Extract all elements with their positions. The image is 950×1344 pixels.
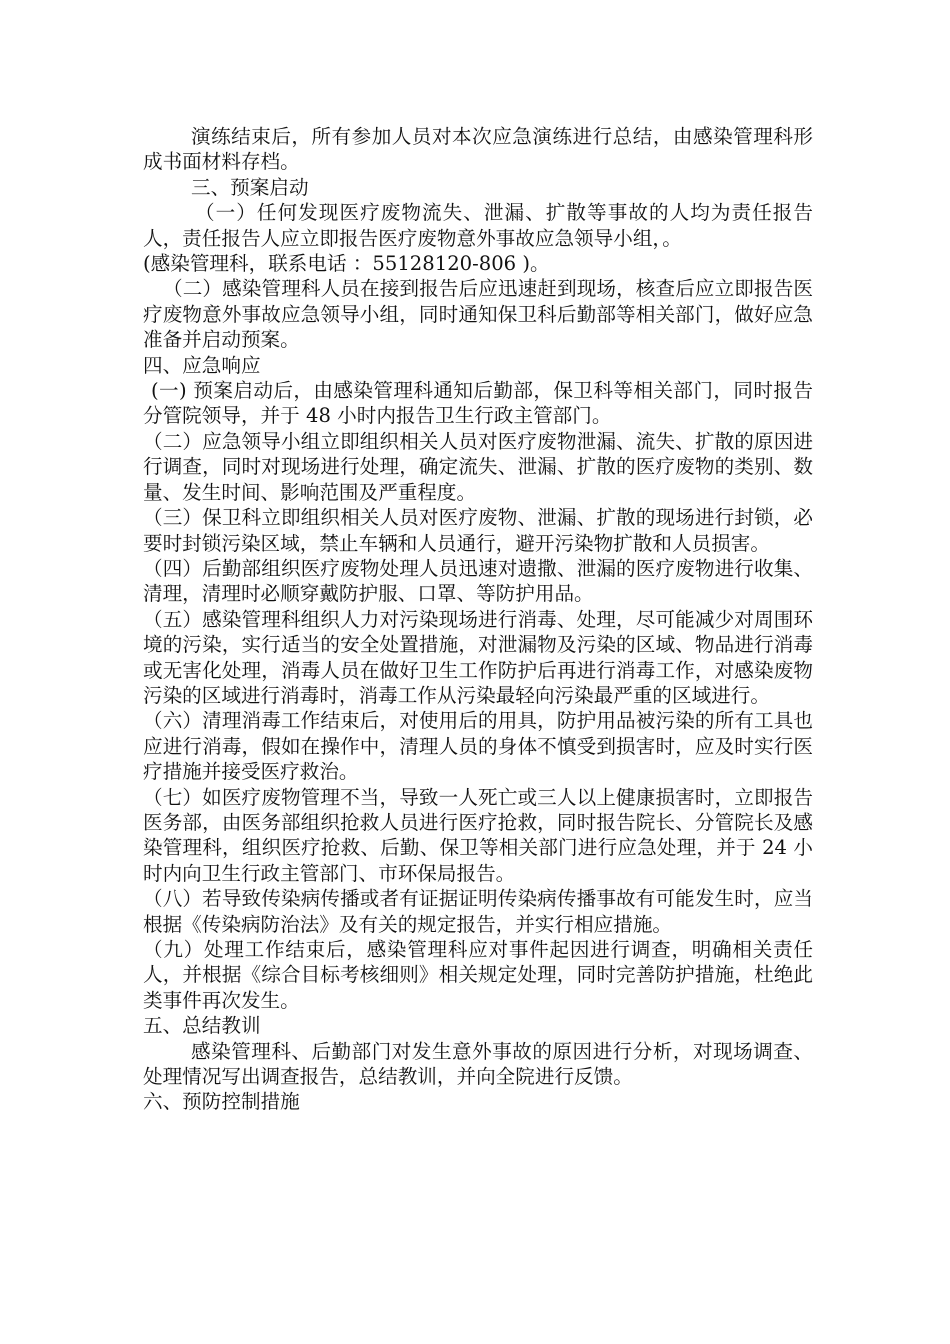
paragraph-response-2: （二）应急领导小组立即组织相关人员对医疗废物泄漏、流失、扩散的原因进行调查，同时对现场进行处理，确定流失、泄漏、扩散的医疗废物的类别、数量、发生时间、影响范围及严重程度。 [143, 429, 813, 504]
paragraph-activation-1: （一）任何发现医疗废物流失、泄漏、扩散等事故的人均为责任报告人，责任报告人应立即报告医疗废物意外事故应急领导小组，。 [143, 201, 813, 250]
paragraph-response-8: （八）若导致传染病传播或者有证据证明传染病传播事故有可能发生时，应当根据《传染病防治法》及有关的规定报告，并实行相应措施。 [143, 887, 813, 936]
paragraph-activation-2: （二）感染管理科人员在接到报告后应迅速赶到现场，核查后应立即报告医疗废物意外事故应急领导小组，同时通知保卫科后勤部等相关部门，做好应急准备并启动预案。 [143, 277, 813, 352]
paragraph-response-1: (一) 预案启动后，由感染管理科通知后勤部，保卫科等相关部门，同时报告分管院领导，并于 48 小时内报告卫生行政主管部门。 [143, 379, 813, 428]
section-heading-lessons: 五、总结教训 [143, 1014, 261, 1038]
paragraph-lessons: 感染管理科、后勤部门对发生意外事故的原因进行分析，对现场调查、处理情况写出调查报告，总结教训，并向全院进行反馈。 [143, 1039, 813, 1089]
section-heading-plan-activation: 三、预案启动 [191, 175, 309, 199]
paragraph-contact-phone: (感染管理科，联系电话 ：55128120-806 )。 [143, 252, 550, 276]
section-heading-emergency-response: 四、应急响应 [143, 353, 261, 377]
paragraph-response-5: （五）感染管理科组织人力对污染现场进行消毒、处理，尽可能减少对周围环境的污染，实行适当的安全处置措施，对泄漏物及污染的区域、物品进行消毒或无害化处理，消毒人员在做好卫生工作防护后再进行消毒工作，对感染废物污染的区域进行消毒时，消毒工作从污染最轻向污染最严重的区域进行。 [143, 607, 813, 707]
section-heading-prevention: 六、预防控制措施 [143, 1090, 300, 1114]
paragraph-response-4: （四）后勤部组织医疗废物处理人员迅速对遗撒、泄漏的医疗废物进行收集、清理，清理时必顺穿戴防护服、口罩、等防护用品。 [143, 556, 813, 606]
paragraph-drill-summary: 演练结束后，所有参加人员对本次应急演练进行总结，由感染管理科形成书面材料存档。 [143, 125, 813, 174]
paragraph-response-7: （七）如医疗废物管理不当，导致一人死亡或三人以上健康损害时，立即报告医务部，由医务部组织抢救人员进行医疗抢救，同时报告院长、分管院长及感染管理科，组织医疗抢救、后勤、保卫等相关部门进行应急处理，并于 24 小时内向卫生行政主管部门、市环保局报告。 [143, 785, 813, 885]
paragraph-response-6: （六）清理消毒工作结束后，对使用后的用具，防护用品被污染的所有工具也应进行消毒，假如在操作中，清理人员的身体不慎受到损害时，应及时实行医疗措施并接受医疗救治。 [143, 709, 813, 784]
paragraph-response-9: （九）处理工作结束后，感染管理科应对事件起因进行调查，明确相关责任人，并根据《综合目标考核细则》相关规定处理，同时完善防护措施，杜绝此类事件再次发生。 [143, 938, 813, 1012]
document-body [143, 124, 813, 1115]
paragraph-response-3: （三）保卫科立即组织相关人员对医疗废物、泄漏、扩散的现场进行封锁，必要时封锁污染区域，禁止车辆和人员通行，避开污染物扩散和人员损害。 [143, 506, 813, 555]
